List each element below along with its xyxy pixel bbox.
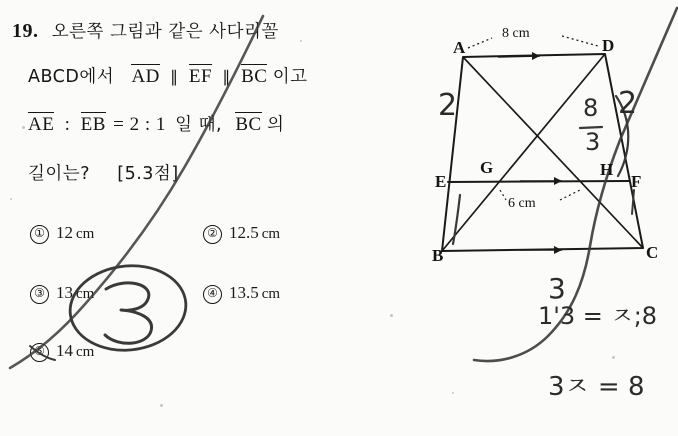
geometry-figure xyxy=(420,0,678,436)
arrow-bc-head xyxy=(554,246,562,254)
choice-text-5: 14 xyxy=(56,341,73,360)
choice-option-2[interactable] xyxy=(203,223,280,244)
choice-marker-4: ④ xyxy=(203,285,222,304)
segment-bc: BC xyxy=(241,66,268,87)
diagonal-db xyxy=(442,54,605,251)
choice-text-3: 13 xyxy=(56,283,73,302)
vertex-label-c: C xyxy=(646,243,659,262)
question-number: 19. xyxy=(12,20,39,42)
stem-line-3-suffix: 일 때, xyxy=(175,115,223,135)
choice-option-4[interactable] xyxy=(203,283,280,304)
scan-speck xyxy=(10,198,12,200)
handwritten-denominator-3: 3 xyxy=(585,128,601,156)
handwritten-work-3: 3 xyxy=(548,272,566,305)
leader-8cm-left xyxy=(468,38,492,48)
scan-speck xyxy=(22,126,25,129)
diagonal-ac xyxy=(463,57,643,248)
vertex-label-a: A xyxy=(453,38,466,57)
choice-unit-1: cm xyxy=(76,226,95,242)
ratio-value: = 2 : 1 xyxy=(113,114,166,135)
vertex-label-g: G xyxy=(480,158,494,177)
choice-unit-2: cm xyxy=(261,226,281,242)
scan-speck xyxy=(160,404,163,407)
trapezoid-abcd-outline xyxy=(442,54,643,251)
quad-name-abcd: ABCD에서 xyxy=(28,67,115,87)
stem-line-2-suffix: 이고 xyxy=(272,67,308,87)
pencil-slash-left xyxy=(453,195,460,244)
segment-ef: EF xyxy=(188,66,213,87)
choice-option-3[interactable] xyxy=(30,283,94,304)
segment-eb: EB xyxy=(80,114,106,135)
choice-marker-1: ① xyxy=(30,225,49,244)
choice-unit-5: cm xyxy=(76,344,95,360)
question-stem-line-1 xyxy=(12,18,279,43)
handwritten-mark-2-right: 2 xyxy=(618,86,638,121)
parallel-symbol-1: ∥ xyxy=(170,67,179,86)
leader-6cm-left xyxy=(500,190,506,200)
choice-unit-4: cm xyxy=(261,286,281,302)
ratio-colon: : xyxy=(64,114,71,135)
choice-option-5[interactable] xyxy=(30,341,94,362)
choice-unit-3: cm xyxy=(76,286,95,302)
scan-speck xyxy=(452,392,454,394)
choice-option-1[interactable] xyxy=(30,223,94,244)
arrow-ad xyxy=(498,56,540,57)
vertex-label-e: E xyxy=(435,172,447,191)
handwritten-numerator-8: 8 xyxy=(583,94,599,122)
scan-speck xyxy=(300,40,302,42)
arrow-ef-head xyxy=(554,177,562,185)
question-stem-line-1-text: 오른쪽 그림과 같은 사다리꼴 xyxy=(51,22,279,42)
segment-bc-target: BC xyxy=(235,114,262,135)
scan-speck xyxy=(390,314,393,317)
choice-text-1: 12 xyxy=(56,223,73,242)
scan-speck xyxy=(612,356,615,359)
length-label-8cm: 8 cm xyxy=(502,26,530,41)
arrow-ad-head xyxy=(532,52,540,60)
length-label-6cm: 6 cm xyxy=(508,196,536,211)
leader-8cm-right xyxy=(562,36,598,46)
question-stem-line-2 xyxy=(28,63,308,88)
choice-marker-2: ② xyxy=(203,225,222,244)
choice-text-2: 12.5 xyxy=(229,223,259,242)
stem-line-3-tail: 의 xyxy=(266,115,285,135)
segment-ef-line xyxy=(448,181,629,182)
question-stem-line-3 xyxy=(28,111,284,136)
leader-6cm-right xyxy=(560,190,580,200)
handwritten-mark-2-left: 2 xyxy=(438,88,458,123)
handwritten-equation-1: 1'3 = ㅈ;8 xyxy=(538,302,658,330)
handwritten-equation-2: 3ㅈ = 8 xyxy=(548,372,645,402)
vertex-label-h: H xyxy=(600,160,614,179)
segment-ae: AE xyxy=(28,114,55,135)
vertex-label-f: F xyxy=(631,172,642,191)
segment-ad: AD xyxy=(131,66,160,87)
choice-text-4: 13.5 xyxy=(229,283,259,302)
parallel-symbol-2: ∥ xyxy=(222,67,231,86)
vertex-label-d: D xyxy=(602,36,615,55)
question-points: [5.3점] xyxy=(117,164,179,184)
choice-marker-3: ③ xyxy=(30,285,49,304)
pencil-tick-f xyxy=(632,190,634,214)
question-stem-line-4 xyxy=(28,160,179,185)
handwritten-digit-three xyxy=(105,283,152,343)
stem-line-4-text: 길이는? xyxy=(28,164,91,184)
choice-marker-5: ⑤ xyxy=(30,343,49,362)
problem-text-block xyxy=(8,8,418,428)
vertex-label-b: B xyxy=(432,246,444,265)
